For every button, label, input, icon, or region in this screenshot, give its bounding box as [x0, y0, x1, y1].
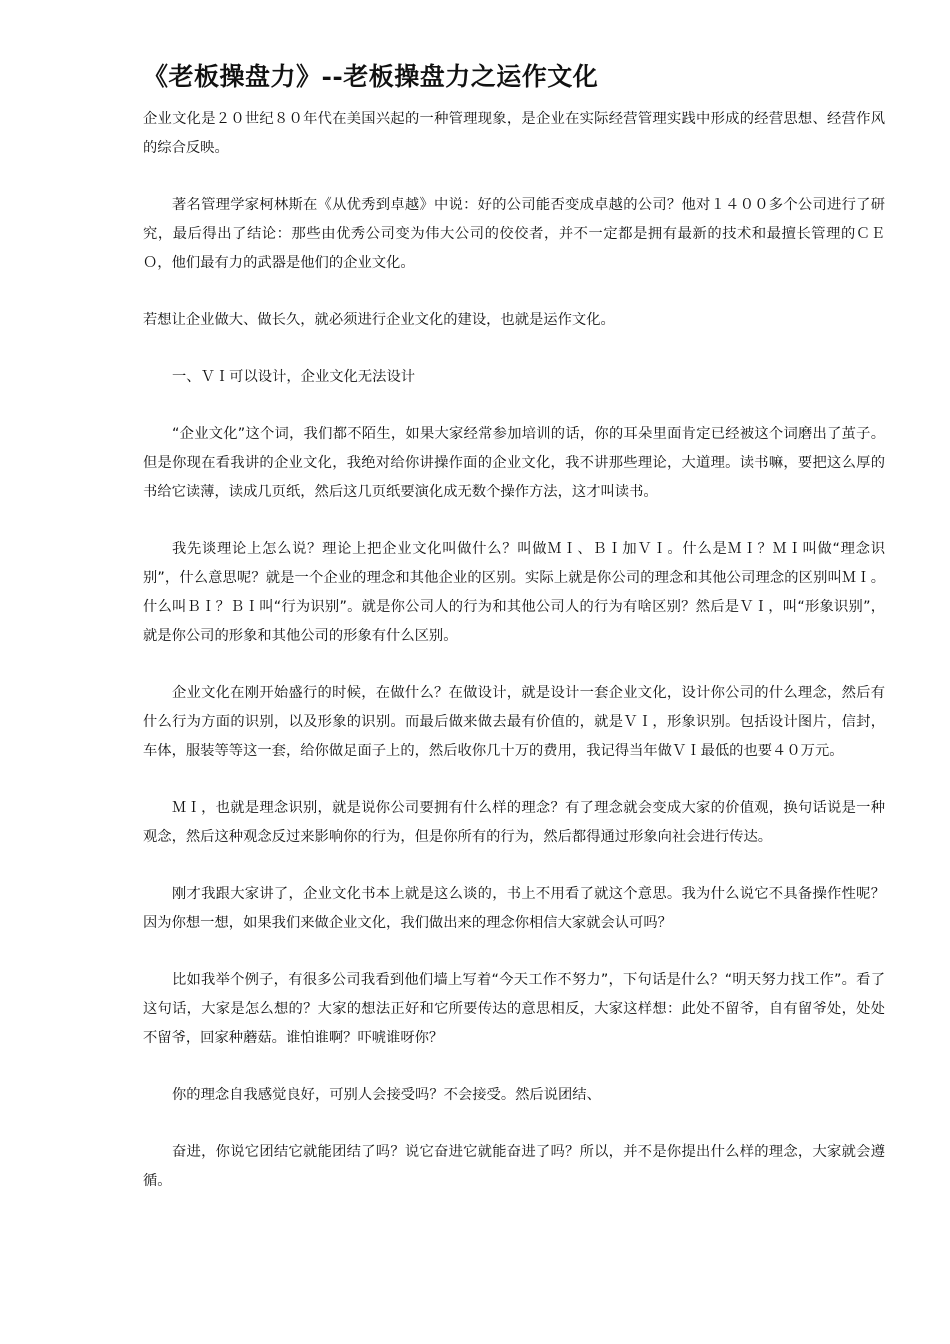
document-title: 《老板操盘力》--老板操盘力之运作文化 — [143, 62, 599, 91]
paragraph-unity-progress: 奋进，你说它团结它就能团结了吗？说它奋进它就能奋进了吗？所以，并不是你提出什么样的理念，大家就会遵循。 — [143, 1144, 885, 1189]
section-heading-vi: 一、ＶＩ可以设计，企业文化无法设计 — [172, 369, 416, 385]
paragraph-mi-bi-vi-theory: 我先谈理论上怎么说？理论上把企业文化叫做什么？叫做ＭＩ、ＢＩ加ＶＩ。什么是ＭＩ？ＭＩ叫做“理念识别”，什么意思呢？就是一个企业的理念和其他企业的区别。实际上就是你公司的理念和其他公司理念的区别叫ＭＩ。什么叫ＢＩ？ＢＩ叫“行为识别”。就是你公司人的行为和其他公司人的行为有啥区别？然后是ＶＩ，叫“形象识别”，就是你公司的形象和其他公司的形象有什么区别。 — [143, 541, 885, 644]
paragraph-self-feeling: 你的理念自我感觉良好，可别人会接受吗？不会接受。然后说团结、 — [172, 1087, 601, 1103]
paragraph-mi-explained: ＭＩ，也就是理念识别，就是说你公司要拥有什么样的理念？有了理念就会变成大家的价值观，换句话说是一种观念，然后这种观念反过来影响你的行为，但是你所有的行为，然后都得通过形象向社会进行传达。 — [143, 800, 885, 845]
paragraph-slogan-example: 比如我举个例子，有很多公司我看到他们墙上写着“今天工作不努力”，下句话是什么？“明天努力找工作”。看了这句话，大家是怎么想的？大家的想法正好和它所要传达的意思相反，大家这样想：此处不留爷，自有留爷处，处处不留爷，回家种蘑菇。谁怕谁啊？吓唬谁呀你？ — [143, 972, 885, 1046]
document-body — [143, 105, 885, 1224]
paragraph-collins-quote: 著名管理学家柯林斯在《从优秀到卓越》中说：好的公司能否变成卓越的公司？他对１４００多个公司进行了研究，最后得出了结论：那些由优秀公司变为伟大公司的佼佼者，并不一定都是拥有最新的技术和最擅长管理的ＣＥＯ，他们最有力的武器是他们的企业文化。 — [143, 197, 885, 271]
paragraph-design-era: 企业文化在刚开始盛行的时候，在做什么？在做设计，就是设计一套企业文化，设计你公司的什么理念，然后有什么行为方面的识别，以及形象的识别。而最后做来做去最有价值的，就是ＶＩ，形象识别。包括设计图片，信封，车体，服装等等这一套，给你做足面子上的，然后收你几十万的费用，我记得当年做ＶＩ最低的也要４０万元。 — [143, 685, 885, 759]
paragraph-not-operable: 刚才我跟大家讲了，企业文化书本上就是这么谈的，书上不用看了就这个意思。我为什么说它不具备操作性呢？因为你想一想，如果我们来做企业文化，我们做出来的理念你相信大家就会认可吗？ — [143, 886, 885, 931]
paragraph-intro: 企业文化是２０世纪８０年代在美国兴起的一种管理现象，是企业在实际经营管理实践中形成的经营思想、经营作风的综合反映。 — [143, 111, 885, 156]
paragraph-culture-word: “企业文化”这个词，我们都不陌生，如果大家经常参加培训的话，你的耳朵里面肯定已经被这个词磨出了茧子。但是你现在看我讲的企业文化，我绝对给你讲操作面的企业文化，我不讲那些理论，大道理。读书嘛，要把这么厚的书给它读薄，读成几页纸，然后这几页纸要演化成无数个操作方法，这才叫读书。 — [143, 426, 885, 500]
paragraph-build-culture: 若想让企业做大、做长久，就必须进行企业文化的建设，也就是运作文化。 — [143, 312, 615, 328]
